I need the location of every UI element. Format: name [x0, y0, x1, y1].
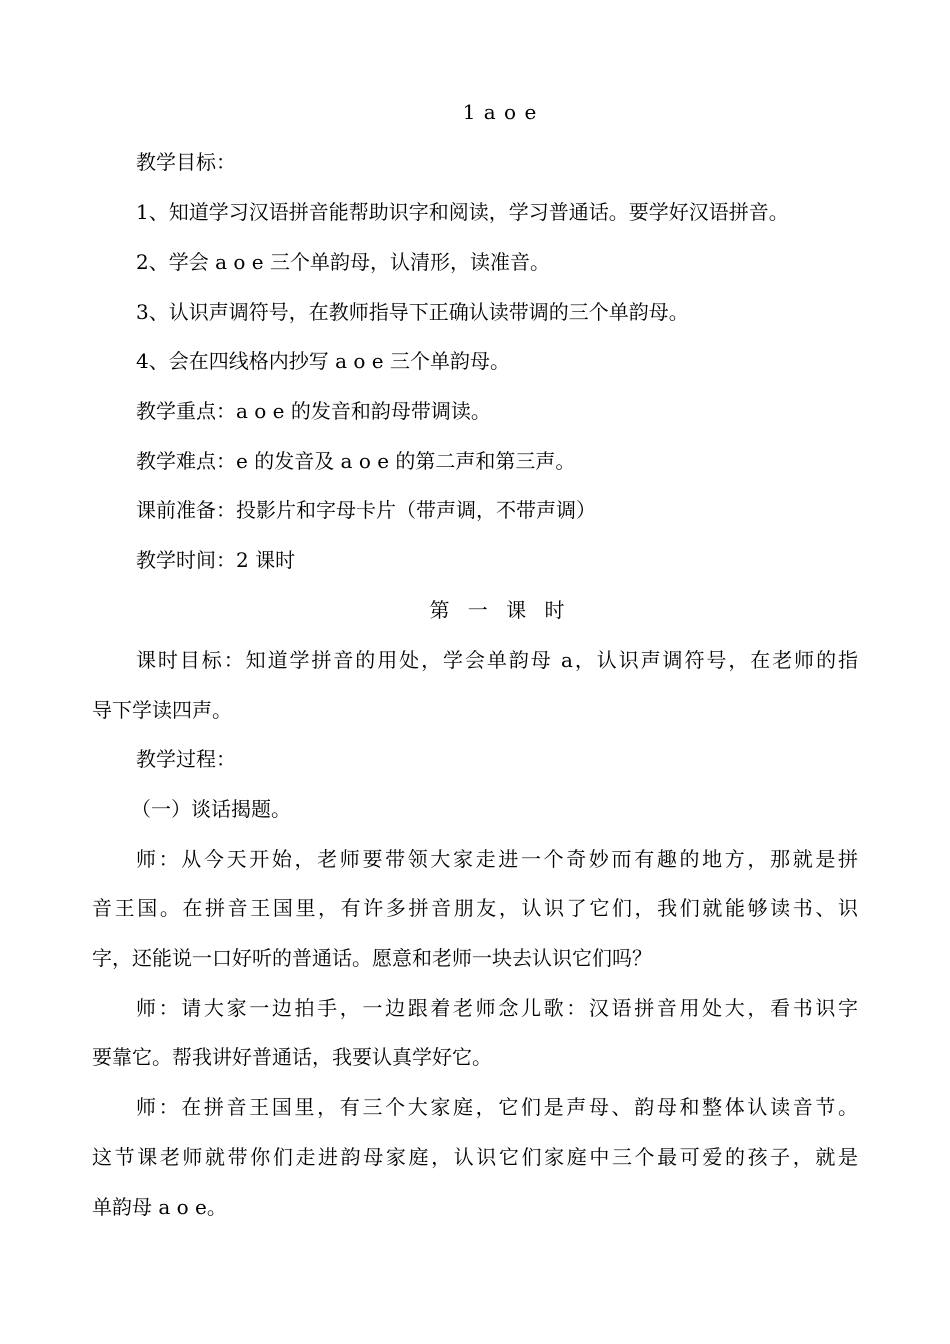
- document-title: 1 a o e: [462, 100, 538, 124]
- key-point: 教学重点：a o e 的发音和韵母带调读。: [136, 399, 491, 423]
- lesson-goal-line-2: 导下学读四声。: [92, 698, 232, 722]
- paragraph-3-line-3: 单韵母 a o e。: [92, 1195, 227, 1219]
- objectives-heading: 教学目标：: [136, 150, 236, 174]
- preparation: 课前准备：投影片和字母卡片（带声调，不带声调）: [136, 498, 596, 522]
- paragraph-1-line-3: 字，还能说一口好听的普通话。愿意和老师一块去认识它们吗？: [92, 946, 652, 970]
- paragraph-2-line-2: 要靠它。帮我讲好普通话，我要认真学好它。: [92, 1045, 492, 1069]
- lesson-goal-line-1: 课时目标：知道学拼音的用处，学会单韵母 a，认识声调符号，在老师的指: [136, 648, 858, 672]
- difficulty: 教学难点：e 的发音及 a o e 的第二声和第三声。: [136, 449, 576, 473]
- paragraph-3-line-1: 师：在拼音王国里，有三个大家庭，它们是声母、韵母和整体认读音节。: [136, 1095, 858, 1119]
- paragraph-2-line-1: 师：请大家一边拍手，一边跟着老师念儿歌：汉语拼音用处大，看书识字: [136, 996, 858, 1020]
- process-heading: 教学过程：: [136, 747, 236, 771]
- section-1-heading: （一）谈话揭题。: [131, 797, 291, 821]
- objective-item-1: 1、知道学习汉语拼音能帮助识字和阅读，学习普通话。要学好汉语拼音。: [136, 200, 789, 224]
- objective-item-2: 2、学会 a o e 三个单韵母，认清形，读准音。: [136, 250, 550, 274]
- lesson-title: 第 一 课 时: [429, 598, 571, 622]
- teaching-time: 教学时间：2 课时: [136, 548, 296, 572]
- paragraph-1-line-1: 师：从今天开始，老师要带领大家走进一个奇妙而有趣的地方，那就是拼: [136, 847, 858, 871]
- paragraph-3-line-2: 这节课老师就带你们走进韵母家庭，认识它们家庭中三个最可爱的孩子，就是: [92, 1145, 858, 1169]
- objective-item-4: 4、会在四线格内抄写 a o e 三个单韵母。: [136, 349, 510, 373]
- paragraph-1-line-2: 音王国。在拼音王国里，有许多拼音朋友，认识了它们，我们就能够读书、识: [92, 896, 858, 920]
- objective-item-3: 3、认识声调符号，在教师指导下正确认读带调的三个单韵母。: [136, 300, 689, 324]
